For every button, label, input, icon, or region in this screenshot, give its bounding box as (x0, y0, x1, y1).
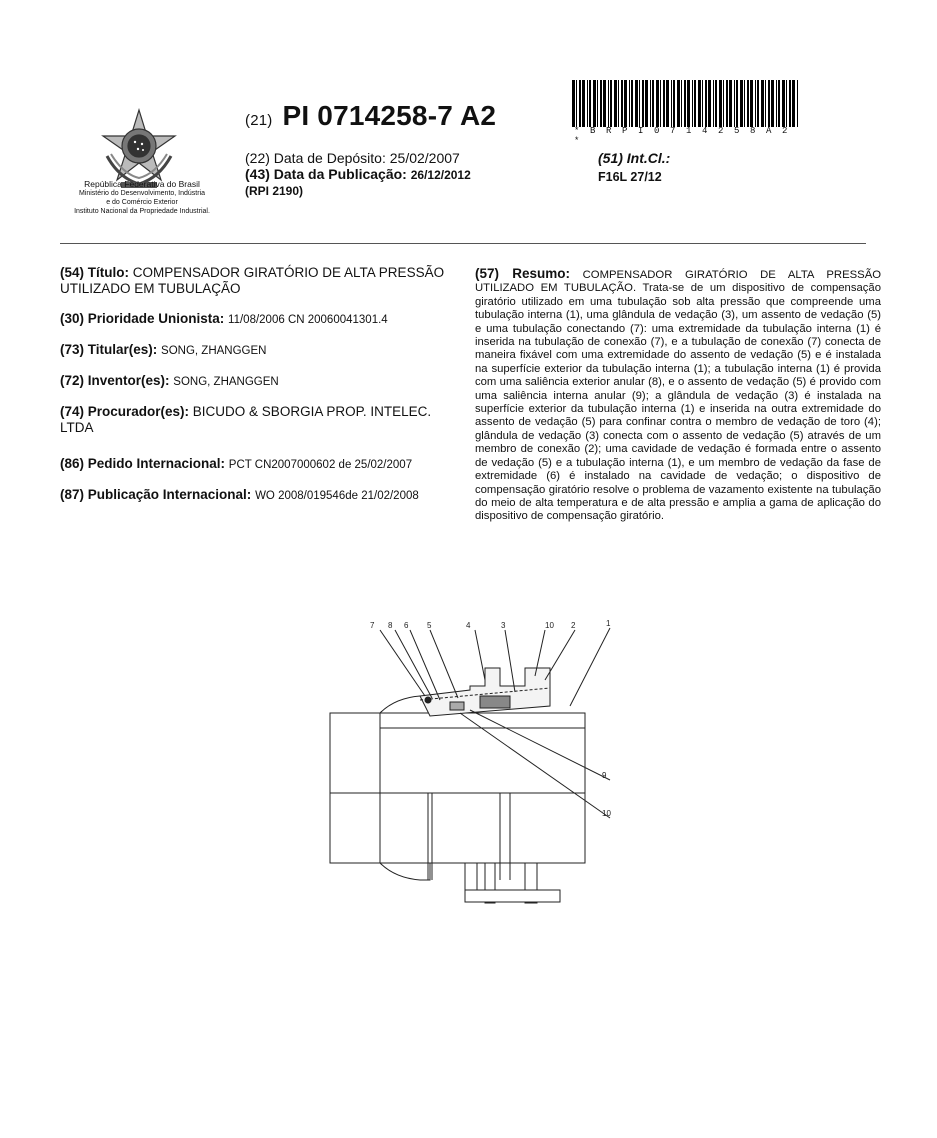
drawing-label-3: 3 (501, 621, 506, 630)
drawing-label-8: 8 (388, 621, 393, 630)
barcode-bar (582, 80, 585, 127)
drawing-label-10: 10 (545, 621, 554, 630)
intl-publication-label: (87) Publicação Internacional: (60, 487, 252, 502)
publication-date-row (245, 166, 471, 183)
agency-line-3: e do Comércio Exterior (106, 199, 178, 206)
abstract (475, 267, 881, 524)
barcode-bar (600, 80, 602, 127)
attorney-value: BICUDO & SBORGIA PROP. INTELEC. LTDA (60, 404, 432, 435)
title-label: (54) Título: (60, 265, 129, 280)
drawing-label-1: 1 (606, 619, 611, 628)
barcode-bar (631, 80, 633, 127)
barcode-bar (597, 80, 598, 127)
barcode-bar (776, 80, 777, 127)
barcode-bar (681, 80, 682, 127)
holder-value: SONG, ZHANGGEN (161, 345, 267, 357)
barcode-bar (656, 80, 659, 127)
barcode-bar (708, 80, 711, 127)
barcode-bar (650, 80, 651, 127)
deposit-date-label: (22) Data de Depósito: (245, 150, 386, 166)
barcode-bar (740, 80, 743, 127)
holder-field (60, 342, 455, 359)
drawing-label-4: 4 (466, 621, 471, 630)
agency-block (52, 180, 232, 216)
barcode-bar (603, 80, 606, 127)
barcode-bar (692, 80, 693, 127)
rpi-number: (RPI 2190) (245, 184, 304, 198)
agency-line-4: Instituto Nacional da Propriedade Industrial. (74, 208, 210, 215)
barcode-bar (576, 80, 577, 127)
barcode-bar (713, 80, 714, 127)
barcode-bar (671, 80, 672, 127)
barcode-icon (570, 80, 800, 127)
intl-publication-field (60, 487, 455, 504)
patent-number-value: PI 0714258-7 A2 (282, 100, 497, 131)
barcode-bar (624, 80, 627, 127)
barcode-bar (610, 80, 612, 127)
attorney-label: (74) Procurador(es): (60, 404, 190, 419)
barcode-bar (660, 80, 661, 127)
agency-line-1: República Federativa do Brasil (84, 179, 200, 189)
holder-label: (73) Titular(es): (60, 342, 158, 357)
barcode-bar (621, 80, 623, 127)
priority-value: 11/08/2006 CN 20060041301.4 (228, 314, 388, 326)
technical-drawing (320, 618, 620, 918)
barcode-bar (635, 80, 638, 127)
barcode-bar (734, 80, 735, 127)
barcode-bar (726, 80, 728, 127)
barcode-bar (744, 80, 745, 127)
barcode-bar (614, 80, 617, 127)
barcode-text: * B R P I 0 7 1 4 2 5 8 A 2 * (574, 126, 791, 146)
drawing-label-5: 5 (427, 621, 432, 630)
barcode-bar (778, 80, 780, 127)
barcode-bar (792, 80, 795, 127)
agency-line-2: Ministério do Desenvolvimento, Indústria (78, 190, 206, 197)
barcode-bar (768, 80, 770, 127)
drawing-label-10b: 10 (602, 809, 611, 818)
barcode-bar (755, 80, 756, 127)
barcode-bar (729, 80, 732, 127)
barcode-bar (684, 80, 686, 127)
abstract-title: COMPENSADOR GIRATÓRIO DE ALTA PRESSÃO UTILIZADO EM TUBULAÇÃO. (475, 269, 882, 295)
barcode-bar (618, 80, 619, 127)
drawing-label-7: 7 (370, 621, 375, 630)
publication-date-label: (43) Data da Publicação: (245, 166, 407, 182)
deposit-date-row (245, 150, 471, 166)
barcode-bar (705, 80, 707, 127)
barcode-bar (673, 80, 675, 127)
barcode-bar (757, 80, 759, 127)
attorney-field (60, 404, 455, 436)
barcode-bar (747, 80, 749, 127)
bibliographic-fields (60, 265, 455, 518)
barcode-bar (694, 80, 696, 127)
barcode-bar (663, 80, 665, 127)
barcode-bar (750, 80, 753, 127)
barcode-bar (715, 80, 717, 127)
patent-number-code: (21) (245, 112, 273, 129)
barcode-bar (589, 80, 591, 127)
inventor-field (60, 373, 455, 390)
barcode-bar (677, 80, 680, 127)
deposit-date-value: 25/02/2007 (389, 150, 460, 166)
drawing-label-9: 9 (602, 771, 607, 780)
drawing-label-6: 6 (404, 621, 409, 630)
barcode-bar (587, 80, 588, 127)
intl-request-field (60, 456, 455, 473)
barcode-bar (782, 80, 785, 127)
barcode-bar (642, 80, 644, 127)
barcode-bar (572, 80, 575, 127)
barcode-bar (723, 80, 724, 127)
barcode-bar (719, 80, 722, 127)
barcode-bar (629, 80, 630, 127)
header-divider (60, 243, 866, 244)
barcode-bar (789, 80, 791, 127)
int-cl-label: (51) Int.Cl.: (598, 150, 671, 166)
publication-date-value: 26/12/2012 (410, 168, 471, 182)
barcode-bar (771, 80, 774, 127)
int-cl-block (598, 150, 670, 185)
dates-block (245, 150, 471, 199)
priority-label: (30) Prioridade Unionista: (60, 311, 225, 326)
patent-number (245, 100, 496, 132)
barcode-bar (687, 80, 690, 127)
intl-request-value: PCT CN2007000602 de 25/02/2007 (228, 459, 413, 471)
title-field (60, 265, 455, 297)
inventor-value: SONG, ZHANGGEN (173, 376, 279, 388)
barcode-bar (765, 80, 766, 127)
barcode-bar (593, 80, 596, 127)
abstract-text: Trata-se de um dispositivo de compensação giratório utilizado em uma tubulação sob alta pressão que compreende uma tubulação interna (1), uma glândula de vedação (3), um assento de vedação (5) e uma tubulação conectando (7): uma extremidade da tubulação interna (1) é inserida na tubulação de conexão (7), e a tubulação de conexão (7) conecta de maneira fixável com uma extremidade do assento de vedação (5) e é instalada na superfície exterior da tubulação interna (1); a tubulação interna (1) é provida com uma saliência exterior anular (8), e o assento de vedação (5) é provido com uma saliência interna anular (9); a glândula de vedação (3) é instalada na superfície exterior da tubulação interna (1) e inserida na outra extremidade do assento de vedação (5) para confinar contra o membro de vedação de toro (4); glândula de vedação (3) conecta com o assento de vedação (5) através de um membro de conexão (2); uma cavidade de vedação é formada entre o assento de vedação (5) e a tubulação interna (1), e um membro de vedação da fase de extremidade (6) é instalado na cavidade de vedação; o dispositivo de compensação giratório resolve o problema de vazamento existente na tubulação do meio de alta temperatura e de alta pressão e amplia a gama de aplicação do dispositivo de compensação giratório. (475, 282, 881, 523)
barcode-bar (579, 80, 581, 127)
barcode-bar (797, 80, 798, 127)
barcode-bar (666, 80, 669, 127)
barcode-bar (736, 80, 738, 127)
intl-request-label: (86) Pedido Internacional: (60, 456, 226, 471)
barcode-bar (698, 80, 701, 127)
barcode-bar (639, 80, 640, 127)
intl-publication-value: WO 2008/019546de 21/02/2008 (255, 490, 419, 502)
barcode-bar (702, 80, 703, 127)
barcode-bar (786, 80, 787, 127)
inventor-label: (72) Inventor(es): (60, 373, 170, 388)
priority-field (60, 311, 455, 328)
title-value: COMPENSADOR GIRATÓRIO DE ALTA PRESSÃO UTILIZADO EM TUBULAÇÃO (60, 265, 445, 296)
abstract-label: (57) Resumo: (475, 266, 570, 281)
barcode-bar (652, 80, 654, 127)
barcode-bar (608, 80, 609, 127)
barcode-bar (645, 80, 648, 127)
int-cl-value: F16L 27/12 (598, 170, 662, 184)
drawing-label-2: 2 (571, 621, 576, 630)
barcode-bar (761, 80, 764, 127)
